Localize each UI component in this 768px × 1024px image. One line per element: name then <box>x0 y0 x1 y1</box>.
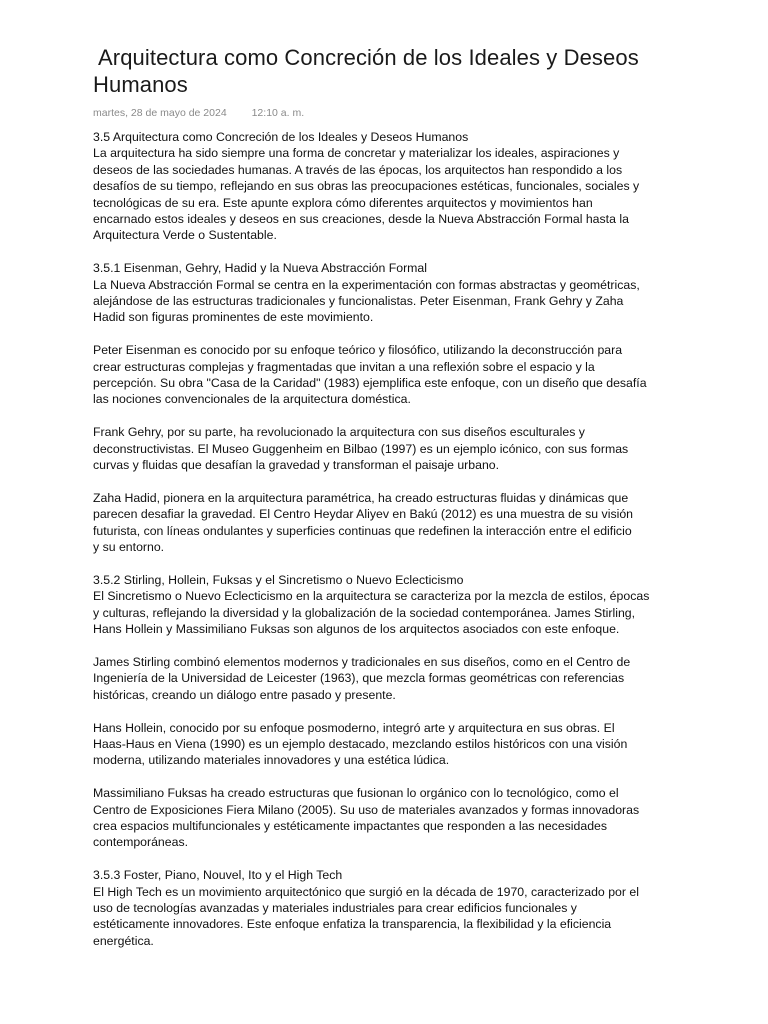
paragraph <box>93 424 673 473</box>
note-time: 12:10 a. m. <box>251 107 305 119</box>
text-line: Ingeniería de la Universidad de Leicester (1963), que mezcla formas geométricas con referencias <box>93 671 625 686</box>
text-line: curvas y fluidas que desafían la gravedad y transforman el paisaje urbano. <box>93 458 500 473</box>
text-line: El Sincretismo o Nuevo Eclecticismo en la arquitectura se caracteriza por la mezcla de estilos, épocas <box>93 589 650 604</box>
text-line: y su entorno. <box>93 540 165 555</box>
text-line: Massimiliano Fuksas ha creado estructuras que fusionan lo orgánico con lo tecnológico, como el <box>93 786 619 801</box>
text-line: Peter Eisenman es conocido por su enfoque teórico y filosófico, utilizando la deconstrucción para <box>93 343 623 358</box>
text-line: Hans Hollein y Massimiliano Fuksas son algunos de los arquitectos asociados con este enfoque. <box>93 622 620 637</box>
note-body[interactable] <box>93 129 673 949</box>
text-line: Frank Gehry, por su parte, ha revolucionado la arquitectura con sus diseños esculturales y <box>93 425 585 440</box>
note-page <box>93 44 673 966</box>
text-line: percepción. Su obra "Casa de la Caridad" (1983) ejemplifica este enfoque, con un diseño que desafía <box>93 376 647 391</box>
text-line: Zaha Hadid, pionera en la arquitectura paramétrica, ha creado estructuras fluidas y dinámicas que <box>93 490 629 505</box>
text-line: futurista, con líneas ondulantes y superficies continuas que redefinen la interacción entre el edificio <box>93 523 632 538</box>
text-line: las nociones convencionales de la arquitectura doméstica. <box>93 392 411 407</box>
text-line: encarnado estos ideales y deseos en sus creaciones, desde la Nueva Abstracción Formal hasta la <box>93 212 629 227</box>
title-line: Arquitectura como Concreción de los Ideales y Deseos <box>93 45 639 70</box>
paragraph <box>93 342 673 408</box>
text-line: crea espacios multifuncionales y estéticamente impactantes que responden a las necesidades <box>93 818 608 833</box>
text-line: Centro de Exposiciones Fiera Milano (2005). Su uso de materiales avanzados y formas innovadoras <box>93 802 640 817</box>
text-line: crear estructuras complejas y fragmentadas que invitan a una reflexión sobre el espacio y la <box>93 359 595 374</box>
text-line: parecen desafiar la gravedad. El Centro Heydar Aliyev en Bakú (2012) es una muestra de su visión <box>93 507 634 522</box>
text-line: moderna, utilizando materiales innovadores y una estética lúdica. <box>93 753 450 768</box>
paragraph <box>93 654 673 703</box>
paragraph <box>93 867 673 949</box>
paragraph <box>93 572 673 638</box>
text-line: 3.5.2 Stirling, Hollein, Fuksas y el Sincretismo o Nuevo Eclecticismo <box>93 572 464 587</box>
note-metadata <box>93 106 673 120</box>
text-line: La Nueva Abstracción Formal se centra en la experimentación con formas abstractas y geométricas, <box>93 277 640 292</box>
text-line: Haas-Haus en Viena (1990) es un ejemplo destacado, mezclando estilos históricos con una visión <box>93 736 628 751</box>
text-line: estéticamente innovadores. Este enfoque enfatiza la transparencia, la flexibilidad y la eficiencia <box>93 917 612 932</box>
text-line: tecnológicas de su era. Este apunte explora cómo diferentes arquitectos y movimientos han <box>93 195 593 210</box>
text-line: 3.5 Arquitectura como Concreción de los Ideales y Deseos Humanos <box>93 130 469 144</box>
text-line: uso de tecnologías avanzadas y materiales industriales para crear edificios funcionales y <box>93 900 577 915</box>
text-line: Arquitectura Verde o Sustentable. <box>93 228 277 243</box>
paragraph <box>93 490 673 556</box>
paragraph <box>93 720 673 769</box>
text-line: 3.5.1 Eisenman, Gehry, Hadid y la Nueva Abstracción Formal <box>93 261 427 276</box>
text-line: deconstructivistas. El Museo Guggenheim en Bilbao (1997) es un ejemplo icónico, con sus formas <box>93 441 629 456</box>
text-line: alejándose de las estructuras tradicionales y funcionalistas. Peter Eisenman, Frank Gehry y Zaha <box>93 294 624 309</box>
text-line: desafíos de su tiempo, reflejando en sus obras las preocupaciones estéticas, funcionales, sociales y <box>93 179 640 194</box>
paragraph <box>93 129 673 244</box>
text-line: energética. <box>93 933 154 948</box>
page-title[interactable] <box>93 44 673 98</box>
text-line: 3.5.3 Foster, Piano, Nouvel, Ito y el High Tech <box>93 868 343 883</box>
title-line: Humanos <box>93 72 188 97</box>
text-line: históricas, creando un diálogo entre pasado y presente. <box>93 687 396 702</box>
text-line: El High Tech es un movimiento arquitectónico que surgió en la década de 1970, caracterizado por el <box>93 884 639 899</box>
text-line: Hans Hollein, conocido por su enfoque posmoderno, integró arte y arquitectura en sus obras. El <box>93 720 615 735</box>
text-line: deseos de las sociedades humanas. A través de las épocas, los arquitectos han respondido a los <box>93 162 623 177</box>
text-line: La arquitectura ha sido siempre una forma de concretar y materializar los ideales, aspiraciones y <box>93 146 620 161</box>
paragraph <box>93 260 673 326</box>
text-line: y culturas, reflejando la diversidad y la globalización de la sociedad contemporánea. James Stirling, <box>93 605 636 620</box>
text-line: contemporáneas. <box>93 835 189 850</box>
paragraph <box>93 785 673 851</box>
note-date: martes, 28 de mayo de 2024 <box>93 107 227 119</box>
text-line: Hadid son figuras prominentes de este movimiento. <box>93 310 374 325</box>
text-line: James Stirling combinó elementos modernos y tradicionales en sus diseños, como en el Centro de <box>93 654 631 669</box>
